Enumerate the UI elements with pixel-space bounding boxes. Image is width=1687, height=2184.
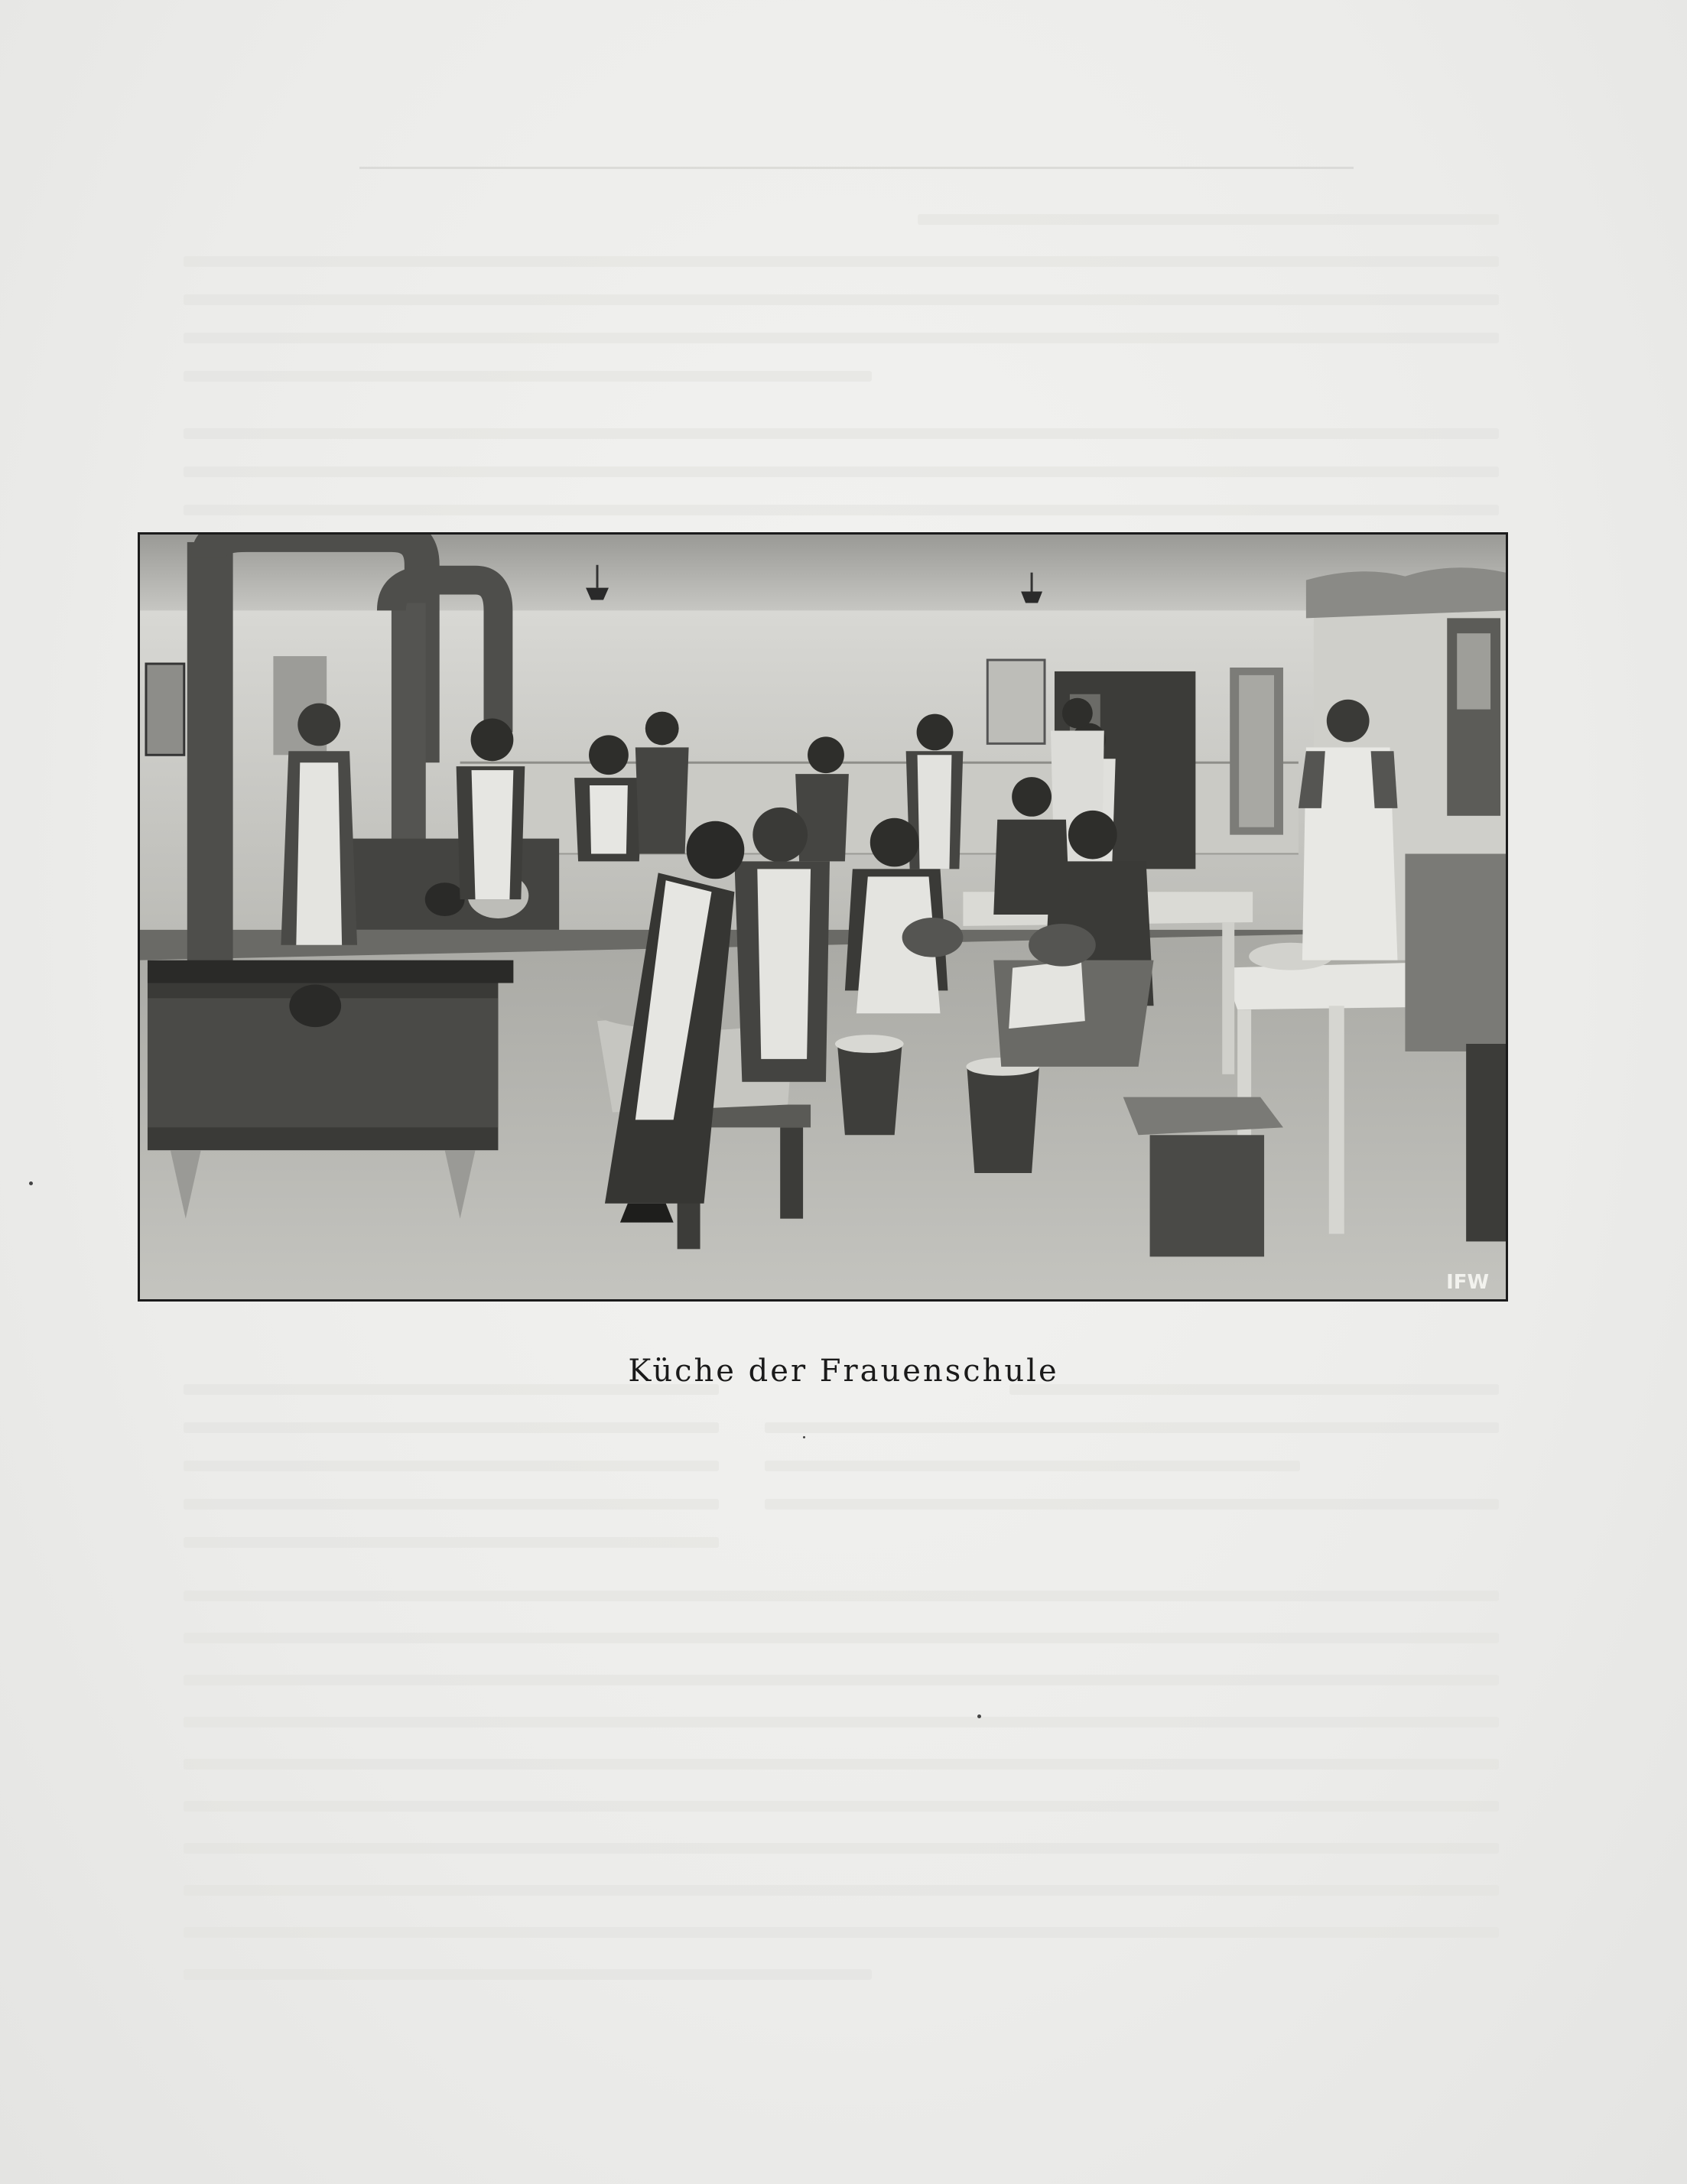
photographer-monogram: IFW [1446, 1271, 1490, 1295]
bleed-through-line [184, 505, 1499, 515]
bleed-through-line [184, 256, 1499, 267]
bucket [967, 1067, 1039, 1173]
bleed-through-line [765, 1461, 1300, 1471]
bleed-through-line [184, 1885, 1499, 1896]
bleed-through-line [184, 294, 1499, 305]
bleed-through-line [765, 1422, 1499, 1433]
bleed-through-line [184, 1422, 719, 1433]
kitchen-photograph [138, 532, 1508, 1302]
stove-pipe [187, 542, 233, 1029]
bleed-through-line [184, 371, 872, 382]
kettle [425, 882, 465, 916]
bleed-through-line [184, 1717, 1499, 1727]
wall-picture [146, 664, 184, 755]
paper-speck [977, 1714, 981, 1718]
bleed-through-line [184, 1675, 1499, 1685]
bleed-through-line [184, 466, 1499, 477]
cupboard [1405, 853, 1506, 1051]
bleed-through-rule [359, 167, 1354, 169]
bleed-through-line [184, 1461, 719, 1471]
bleed-through-line [184, 1927, 1499, 1938]
bleed-through-line [918, 214, 1499, 225]
paper-speck [803, 1436, 805, 1438]
bleed-through-line [184, 428, 1499, 439]
bleed-through-line [184, 1499, 719, 1510]
bleed-through-line [184, 1633, 1499, 1643]
bleed-through-line [184, 1801, 1499, 1812]
bleed-through-line [184, 1759, 1499, 1770]
bleed-through-line [765, 1499, 1499, 1510]
kettle [289, 984, 341, 1027]
kitchen-photo-illustration [140, 535, 1506, 1299]
bleed-through-line [184, 1969, 872, 1980]
bucket [837, 1044, 902, 1135]
bleed-through-line [184, 1843, 1499, 1854]
photo-caption: Küche der Frauenschule [628, 1354, 1059, 1389]
wall-chart [987, 660, 1045, 743]
bleed-through-line [184, 1591, 1499, 1601]
paper-speck [29, 1181, 33, 1185]
bleed-through-line [184, 1537, 719, 1548]
bleed-through-line [184, 333, 1499, 343]
